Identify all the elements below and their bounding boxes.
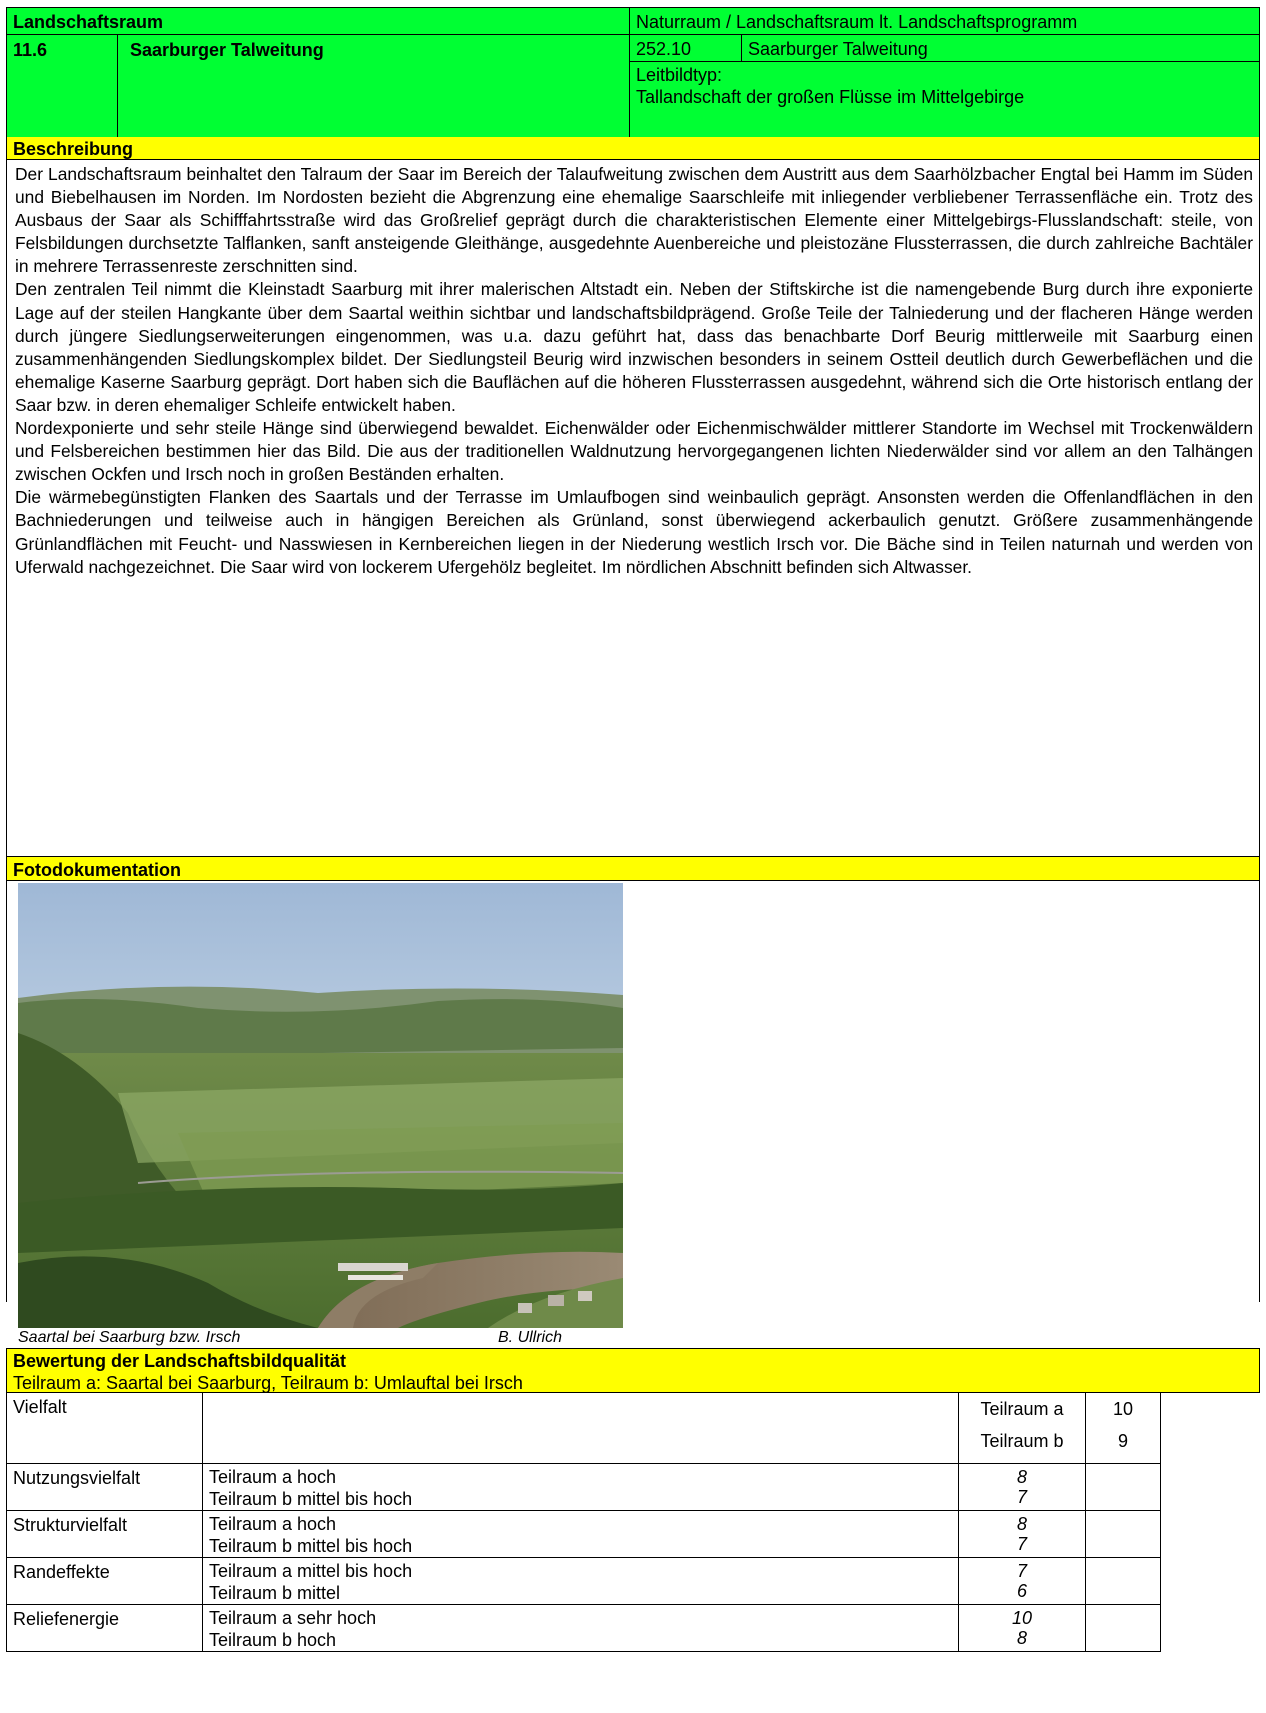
criterion-b-score: 6 bbox=[1016, 1581, 1027, 1601]
criterion-a-score: 7 bbox=[1016, 1561, 1027, 1581]
criterion-score bbox=[958, 1557, 1086, 1605]
criterion-b-text: Teilraum b hoch bbox=[209, 1630, 337, 1650]
name-cell bbox=[117, 34, 630, 138]
criterion-description bbox=[202, 1604, 959, 1652]
criterion-label: Randeffekte bbox=[6, 1557, 203, 1605]
fotodokumentation-heading: Fotodokumentation bbox=[6, 856, 1260, 881]
criterion-label: Strukturvielfalt bbox=[6, 1510, 203, 1558]
criterion-b-score: 7 bbox=[1016, 1534, 1027, 1554]
photo-caption: Saartal bei Saarburg bzw. Irsch bbox=[18, 1329, 241, 1346]
beschreibung-heading: Beschreibung bbox=[6, 137, 1260, 160]
paragraph: Nordexponierte und sehr steile Hänge sind überwiegend bewaldet. Eichenwälder oder Eichenmischwälder mittlerer Standorte im Wechsel mit Trockenwäldern und Felsbereichen bestimmen hier das Bild. Die aus der traditionellen Waldnutzung hervorgegangenen lichten Niederwälder sind vor allem an den Talhängen zwischen Ockfen und Irsch noch in großen Beständen erhalten. bbox=[15, 418, 1253, 485]
paragraph: Den zentralen Teil nimmt die Kleinstadt Saarburg mit ihrer malerischen Altstadt ein. Neben der Stiftskirche ist die namengebende Burg durch ihre exponierte Lage auf der steilen Hangkante über dem Saartal weithin sichtbar und landschaftsbildprägend. Große Teile der Talniederung und der flacheren Hänge werden durch jüngere Siedlungserweiterungen eingenommen, was u.a. dazu geführt hat, dass das benachbarte Dorf Beurig mittlerweile mit Saarburg einen zusammenhängenden Siedlungskomplex bildet. Der Siedlungsteil Beurig wird inzwischen besonders in seinem Ostteil deutlich durch Gewerbeflächen und die ehemalige Kaserne Saarburg geprägt. Dort haben sich die Bauflächen auf die höheren Flussterrassen ausgedehnt, während sich die Orte historisch entlang der Saar bzw. in deren ehemaliger Schleife entwickelt haben. bbox=[15, 279, 1253, 415]
leitbild-label: Leitbildtyp: bbox=[636, 65, 723, 85]
bewertung-subheading: Teilraum a: Saartal bei Saarburg, Teilraum b: Umlauftal bei Irsch bbox=[13, 1373, 523, 1393]
criterion-empty bbox=[1085, 1604, 1161, 1652]
area-name: Saarburger Talweitung bbox=[130, 40, 324, 60]
vielfalt-a-label: Teilraum a bbox=[980, 1399, 1064, 1419]
criterion-a-score: 8 bbox=[1016, 1467, 1027, 1487]
criterion-score bbox=[958, 1463, 1086, 1511]
paragraph: Die wärmebegünstigten Flanken des Saartals und der Terrasse im Umlaufbogen sind weinbaulich geprägt. Ansonsten werden die Offenlandflächen in den Bachniederungen und teilweise auch in hängigen Bereichen als Grünland, sonst überwiegend ackerbaulich genutzt. Größere zusammenhängende Grünlandflächen mit Feucht- und Nasswiesen in Kernbereichen liegen in der Niederung westlich Irsch vor. Die Bäche sind in Teilen naturnah und werden von Uferwald nachgezeichnet. Die Saar wird von lockerem Ufergehölz begleitet. Im nördlichen Abschnitt befinden sich Altwasser. bbox=[15, 487, 1253, 577]
criterion-description bbox=[202, 1463, 959, 1511]
criterion-empty bbox=[1085, 1463, 1161, 1511]
naturraum-header: Naturraum / Landschaftsraum lt. Landschaftsprogramm bbox=[629, 7, 1260, 35]
criterion-a-score: 8 bbox=[1016, 1514, 1027, 1534]
criterion-a-text: Teilraum a sehr hoch bbox=[209, 1608, 377, 1628]
vielfalt-b-label: Teilraum b bbox=[980, 1431, 1064, 1451]
criterion-a-text: Teilraum a hoch bbox=[209, 1467, 337, 1487]
criterion-b-score: 8 bbox=[1016, 1628, 1027, 1648]
criterion-description bbox=[202, 1557, 959, 1605]
area-code: 11.6 bbox=[13, 40, 48, 60]
criterion-empty bbox=[1085, 1557, 1161, 1605]
paragraph: Der Landschaftsraum beinhaltet den Talraum der Saar im Bereich der Talaufweitung zwischen dem Austritt aus dem Saarhölzbacher Engtal bei Hamm im Süden und Biebelhausen im Norden. Im Nordosten bezieht die Abgrenzung eine ehemalige Saarschleife mit inliegender verbliebener Terrassenfläche ein. Trotz des Ausbaus der Saar als Schifffahrtsstraße wird das Großrelief geprägt durch die charakteristischen Elemente einer Mittelgebirgs-Flusslandschaft: steile, von Felsbildungen durchsetzte Talflanken, sanft ansteigende Gleithänge, ausgedehnte Auenbereiche und pleistozäne Flussterrassen, die durch zahlreiche Bachtäler in mehrere Terrassenreste zerschnitten sind. bbox=[15, 164, 1253, 277]
criterion-score bbox=[958, 1604, 1086, 1652]
criterion-description bbox=[202, 1510, 959, 1558]
vielfalt-b-value: 9 bbox=[1117, 1431, 1128, 1451]
vielfalt-a-value: 10 bbox=[1112, 1399, 1134, 1419]
criterion-a-text: Teilraum a hoch bbox=[209, 1514, 337, 1534]
code-cell bbox=[6, 34, 118, 138]
vielfalt-description bbox=[202, 1392, 959, 1464]
criterion-a-text: Teilraum a mittel bis hoch bbox=[209, 1561, 413, 1581]
naturraum-code: 252.10 bbox=[629, 34, 742, 62]
criterion-a-score: 10 bbox=[1011, 1608, 1033, 1628]
vielfalt-value-cell bbox=[1085, 1392, 1161, 1464]
criterion-b-text: Teilraum b mittel bis hoch bbox=[209, 1489, 413, 1509]
criterion-score bbox=[958, 1510, 1086, 1558]
criterion-label: Reliefenergie bbox=[6, 1604, 203, 1652]
criterion-label: Nutzungsvielfalt bbox=[6, 1463, 203, 1511]
beschreibung-text bbox=[6, 160, 1260, 857]
vielfalt-label: Vielfalt bbox=[6, 1392, 203, 1464]
criterion-b-text: Teilraum b mittel bbox=[209, 1583, 341, 1603]
photo-credit: B. Ullrich bbox=[498, 1329, 563, 1346]
vielfalt-teilraum-cell bbox=[958, 1392, 1086, 1464]
landscape-photo bbox=[18, 883, 623, 1328]
criterion-b-score: 7 bbox=[1016, 1487, 1027, 1507]
bewertung-heading: Bewertung der Landschaftsbildqualität bbox=[13, 1351, 347, 1371]
criterion-empty bbox=[1085, 1510, 1161, 1558]
bewertung-header bbox=[6, 1348, 1260, 1393]
leitbild-cell bbox=[629, 61, 1260, 138]
naturraum-name: Saarburger Talweitung bbox=[741, 34, 1260, 62]
leitbild-value: Tallandschaft der großen Flüsse im Mittelgebirge bbox=[636, 87, 1025, 107]
criterion-b-text: Teilraum b mittel bis hoch bbox=[209, 1536, 413, 1556]
landschaftsraum-header: Landschaftsraum bbox=[6, 7, 630, 35]
